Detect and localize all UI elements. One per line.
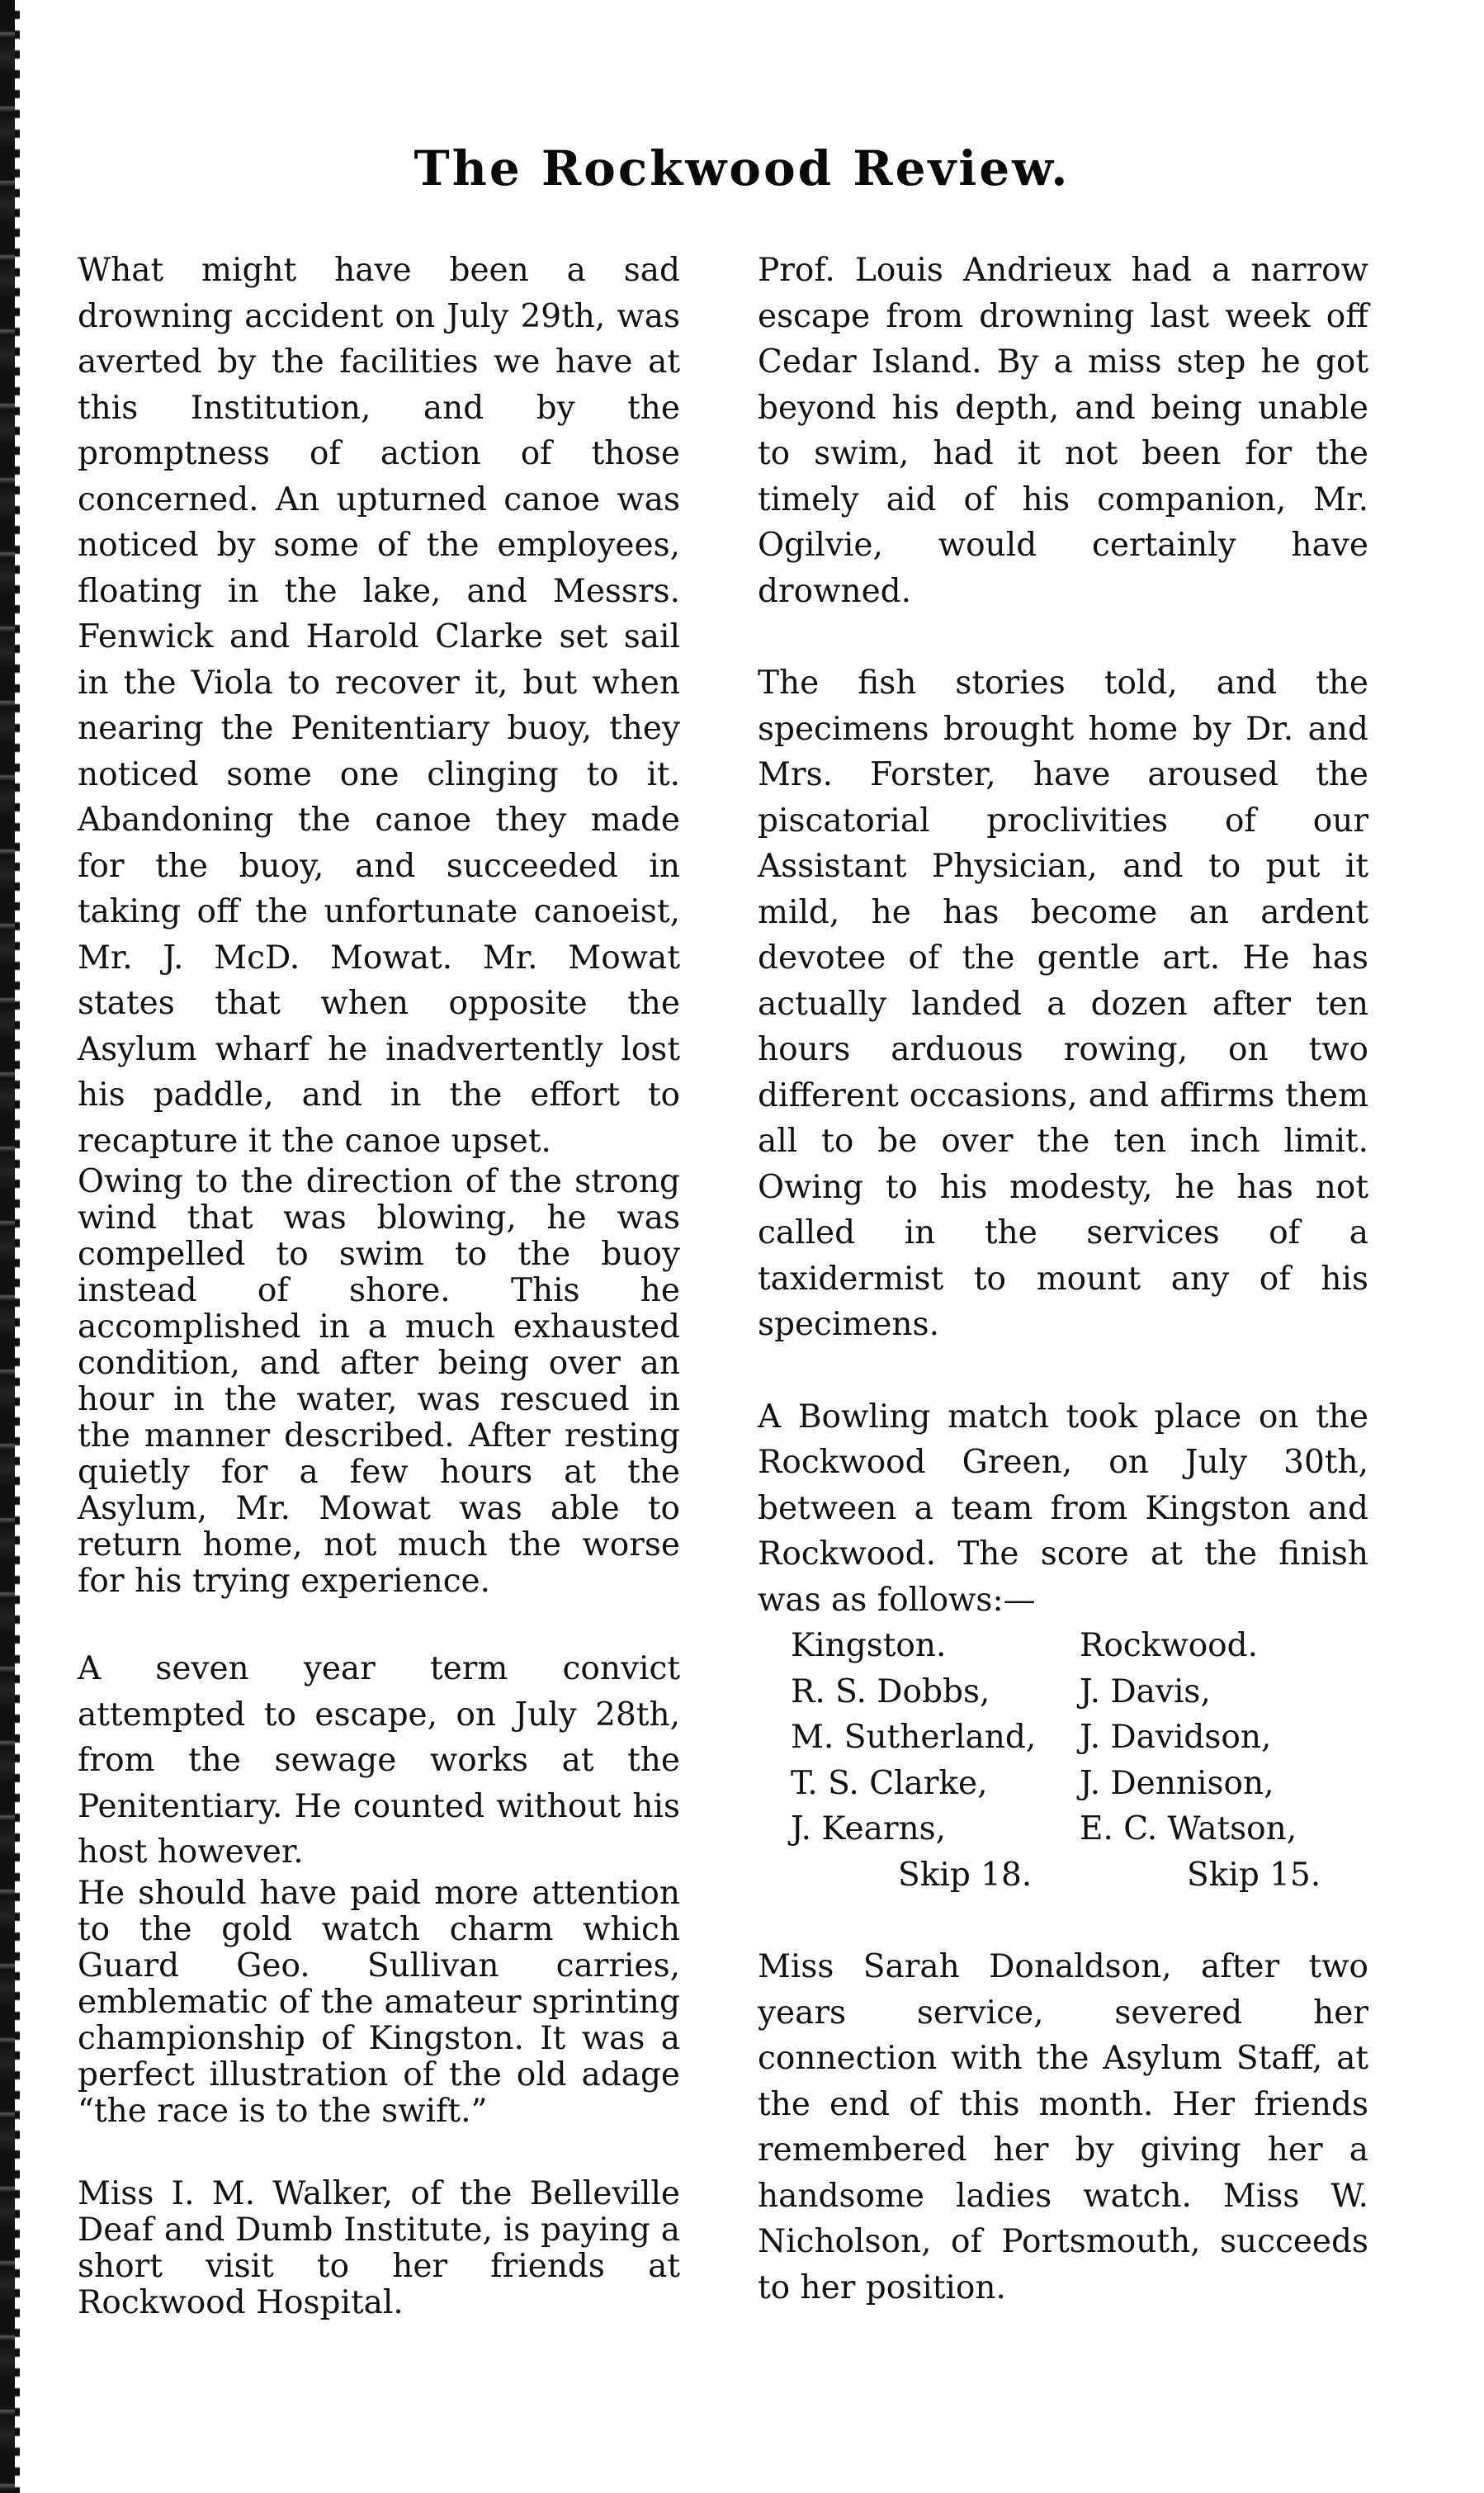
score-kingston-player: J. Kearns, (791, 1810, 946, 1847)
right-column (758, 248, 1368, 2311)
article-convict-escape-continued: He should have paid more attention to the gold watch charm which Guard Geo. Sullivan carries, emblematic of the amateur sprinting championship of Kingston. It was a perfect illustration of the old adage “the race is to the swift.” (78, 1874, 680, 2130)
article-prof-andrieux: Prof. Louis Andrieux had a narrow escape from drowning last week off Cedar Island. By a miss step he got beyond his depth, and being unable to swim, had it not been for the timely aid of his companion, Mr. Ogilvie, would certainly have drowned. (758, 252, 1368, 610)
article-drowning-accident: What might have been a sad drowning accident on July 29th, was averted by the facilities we have at this Institution, and by the promptness of action of those concerned. An upturned canoe was noticed by some of the employees, floating in the lake, and Messrs. Fenwick and Harold Clarke set sail in the Viola to recover it, but when nearing the Penitentiary buoy, they noticed some one clinging to it. Abandoning the canoe they made for the buoy, and succeeded in taking off the unfortunate canoeist, Mr. J. McD. Mowat. Mr. Mowat states that when opposite the Asylum wharf he inadvertently lost his paddle, and in the effort to recapture it the canoe upset. (78, 252, 680, 1160)
article-fish-stories: The fish stories told, and the specimens brought home by Dr. and Mrs. Forster, have aroused the piscatorial proclivities of our Assistant Physician, and to put it mild, he has become an ardent devotee of the gentle art. He has actually landed a dozen after ten hours arduous rowing, on two different occasions, and affirms them all to be over the ten inch limit. Owing to his modesty, he has not called in the services of a taxidermist to mount any of his specimens. (758, 665, 1368, 1343)
score-kingston-skip: Skip 18. (898, 1856, 1033, 1894)
score-rockwood-player: E. C. Watson, (1080, 1810, 1297, 1847)
left-column (78, 248, 680, 2321)
score-kingston-player: M. Sutherland, (791, 1719, 1037, 1756)
score-rockwood-player: J. Dennison, (1080, 1764, 1274, 1802)
bowling-score-table (791, 1623, 1368, 1898)
score-kingston-player: T. S. Clarke, (791, 1764, 988, 1802)
page-binding-notches (15, 0, 20, 2493)
article-miss-donaldson: Miss Sarah Donaldson, after two years service, severed her connection with the Asylum Staff, at the end of this month. Her friends remembered her by giving her a handsome ladies watch. Miss W. Nicholson, of Portsmouth, succeeds to her position. (758, 1948, 1368, 2306)
score-header-rockwood: Rockwood. (1080, 1627, 1259, 1664)
score-kingston-player: R. S. Dobbs, (791, 1672, 990, 1710)
page-title: The Rockwood Review. (414, 140, 1070, 196)
score-rockwood-player: J. Davis, (1080, 1672, 1211, 1710)
score-rockwood-player: J. Davidson, (1080, 1719, 1272, 1756)
score-header-kingston: Kingston. (791, 1627, 947, 1664)
article-miss-walker: Miss I. M. Walker, of the Belleville Deaf and Dumb Institute, is paying a short visit to her friends at Rockwood Hospital. (78, 2174, 680, 2321)
article-bowling-match: A Bowling match took place on the Rockwood Green, on July 30th, between a team from Kingston and Rockwood. The score at the finish was as follows:— (758, 1398, 1368, 1619)
article-convict-escape: A seven year term convict attempted to escape, on July 28th, from the sewage works at the Penitentiary. He counted without his host however. (78, 1650, 680, 1871)
score-rockwood-skip: Skip 15. (1187, 1856, 1321, 1894)
article-drowning-accident-continued: Owing to the direction of the strong wind that was blowing, he was compelled to swim to the buoy instead of shore. This he accomplished in a much exhausted condition, and after being over an hour in the water, was rescued in the manner described. After resting quietly for a few hours at the Asylum, Mr. Mowat was able to return home, not much the worse for his trying experience. (78, 1163, 680, 1600)
